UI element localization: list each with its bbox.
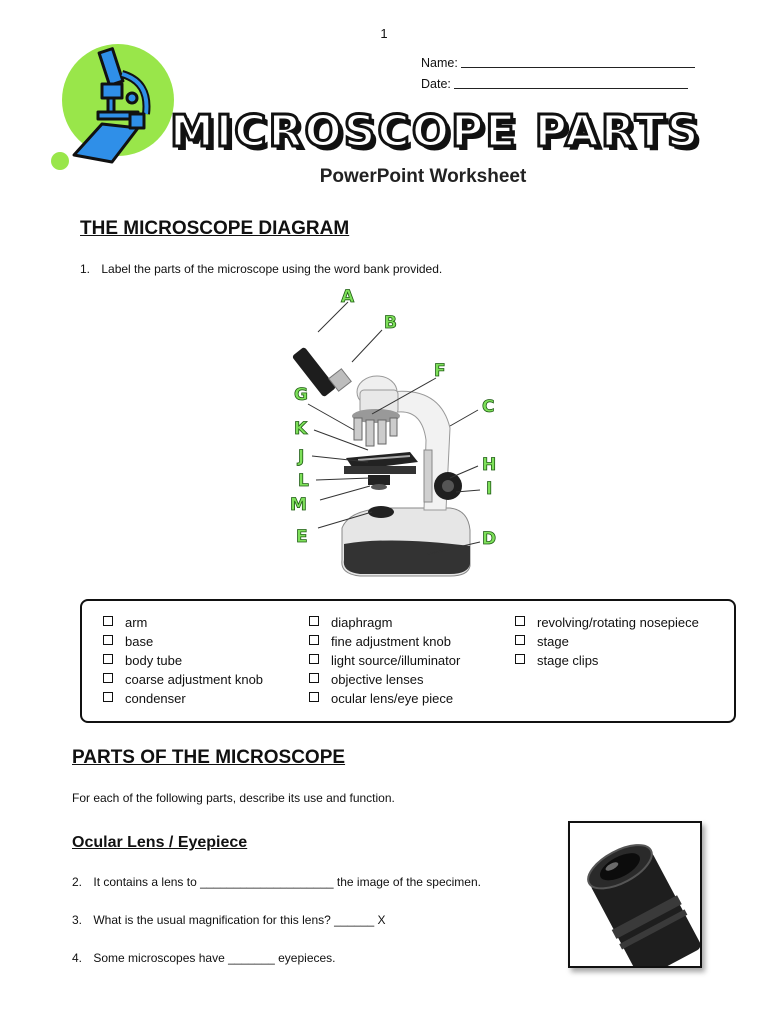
word-bank-item[interactable]: objective lenses (309, 672, 460, 691)
diagram-label-d: D (482, 529, 497, 549)
word-bank-col-3 (515, 615, 699, 672)
eyepiece-photo (568, 821, 702, 968)
word-bank-col-2 (309, 615, 460, 710)
word-bank-item[interactable]: stage clips (515, 653, 699, 672)
section-heading-parts: PARTS OF THE MICROSCOPE (72, 747, 346, 768)
word-bank-item[interactable]: condenser (103, 691, 263, 710)
diagram-label-l: L (298, 471, 309, 491)
question-text: Some microscopes have _______ eyepieces. (93, 951, 336, 965)
word-bank-item[interactable]: fine adjustment knob (309, 634, 460, 653)
diagram-label-f: F (434, 361, 446, 381)
diagram-label-b: B (384, 313, 397, 333)
question-text: What is the usual magnification for this lens? ______ X (93, 913, 386, 927)
word-bank-item[interactable]: revolving/rotating nosepiece (515, 615, 699, 634)
page-subtitle: PowerPoint Worksheet (319, 166, 527, 187)
checkbox-icon[interactable] (515, 654, 525, 664)
section-heading-diagram: THE MICROSCOPE DIAGRAM (80, 218, 350, 239)
checkbox-icon[interactable] (309, 654, 319, 664)
section-intro: For each of the following parts, describe its use and function. (72, 791, 395, 805)
question-number: 4. (72, 951, 83, 965)
checkbox-icon[interactable] (103, 616, 113, 626)
diagram-label-i: I (486, 479, 493, 499)
word-bank-col-1 (103, 615, 263, 710)
checkbox-icon[interactable] (309, 673, 319, 683)
question-2 (72, 875, 481, 889)
checkbox-icon[interactable] (103, 673, 113, 683)
question-number: 3. (72, 913, 83, 927)
checkbox-icon[interactable] (309, 616, 319, 626)
word-bank-item[interactable]: coarse adjustment knob (103, 672, 263, 691)
word-bank-item[interactable]: light source/illuminator (309, 653, 460, 672)
question-text: It contains a lens to ____________________ the image of the specimen. (93, 875, 481, 889)
question-4 (72, 951, 336, 965)
diagram-label-c: C (482, 397, 495, 417)
diagram-label-k: K (294, 419, 308, 439)
name-field[interactable] (421, 56, 695, 70)
subheading-ocular-lens: Ocular Lens / Eyepiece (72, 834, 248, 851)
question-number: 1. (80, 262, 91, 276)
date-label: Date: (421, 77, 451, 91)
checkbox-icon[interactable] (103, 654, 113, 664)
question-1 (80, 262, 442, 276)
date-field[interactable] (421, 77, 688, 91)
word-bank-item[interactable]: base (103, 634, 263, 653)
diagram-label-h: H (482, 455, 497, 475)
word-bank-item[interactable]: ocular lens/eye piece (309, 691, 460, 710)
question-number: 2. (72, 875, 83, 889)
diagram-label-g: G (294, 385, 308, 405)
page-number: 1 (380, 26, 388, 41)
name-label: Name: (421, 56, 458, 70)
microscope-logo (46, 40, 186, 175)
checkbox-icon[interactable] (515, 635, 525, 645)
diagram-label-j: J (298, 447, 305, 467)
diagram-label-e: E (296, 527, 308, 547)
checkbox-icon[interactable] (103, 692, 113, 702)
word-bank-item[interactable]: stage (515, 634, 699, 653)
checkbox-icon[interactable] (103, 635, 113, 645)
microscope-diagram (280, 280, 510, 580)
word-bank-item[interactable]: diaphragm (309, 615, 460, 634)
diagram-label-a: A (341, 287, 355, 307)
question-3 (72, 913, 386, 927)
word-bank-item[interactable]: body tube (103, 653, 263, 672)
checkbox-icon[interactable] (309, 692, 319, 702)
page-title: MICROSCOPE PARTS (170, 106, 701, 157)
checkbox-icon[interactable] (515, 616, 525, 626)
word-bank-item[interactable]: arm (103, 615, 263, 634)
question-text: Label the parts of the microscope using the word bank provided. (101, 262, 443, 276)
diagram-label-m: M (290, 495, 307, 515)
checkbox-icon[interactable] (309, 635, 319, 645)
